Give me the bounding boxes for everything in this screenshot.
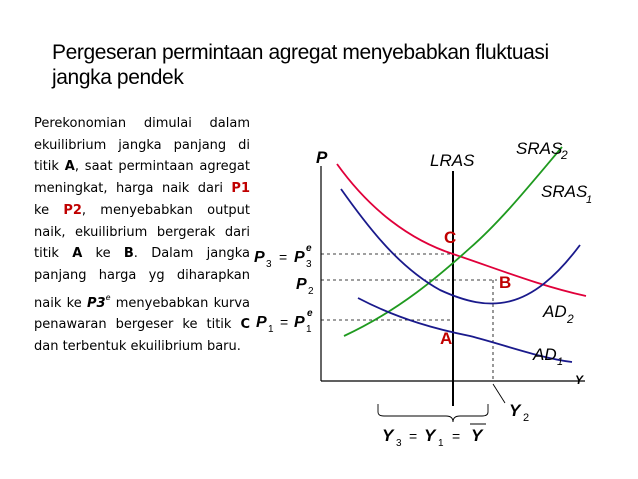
p-symbol: P — [254, 249, 265, 266]
point-c-ref: C — [240, 317, 250, 333]
p1-ref: P1 — [231, 181, 250, 197]
y-symbol: Y — [424, 426, 436, 445]
sub-2: 2 — [523, 412, 530, 424]
sub-1: 1 — [306, 324, 312, 335]
text-span: , saat permintaan agregat meningkat, harga naik dari — [34, 159, 250, 197]
ad2-curve — [341, 189, 580, 304]
sras1-subscript: 1 — [586, 194, 593, 206]
p2-ref: P2 — [63, 202, 82, 218]
sup-e: e — [307, 308, 313, 319]
y2-label — [509, 401, 529, 424]
text-span: . Dalam jangka panjang harga yg diharapkan naik ke — [34, 246, 251, 311]
text-span: dan terbentuk ekuilibrium baru. — [34, 339, 241, 355]
sup-e: e — [306, 243, 312, 254]
equals-sign: = — [279, 249, 288, 265]
sub-3: 3 — [396, 438, 402, 449]
equals-sign: = — [452, 428, 461, 444]
y-symbol: Y — [382, 426, 394, 445]
lras-label: LRAS — [430, 151, 475, 170]
equals-sign: = — [409, 428, 418, 444]
p-symbol: P — [294, 249, 305, 266]
p1-equation — [256, 308, 313, 335]
ad1-label: AD — [533, 345, 557, 364]
sub-2: 2 — [308, 286, 314, 297]
y-equation — [382, 424, 486, 449]
p2-label — [296, 276, 314, 297]
sub-1: 1 — [268, 324, 274, 335]
sub-3: 3 — [266, 259, 272, 270]
sub-1: 1 — [438, 438, 444, 449]
ad1-subscript: 1 — [557, 356, 564, 368]
y-axis-label: Y — [575, 373, 584, 387]
ad2-label: AD — [543, 302, 567, 321]
sras2-label: SRAS — [516, 139, 563, 158]
point-c-label: C — [444, 228, 457, 247]
p-symbol: P — [294, 314, 305, 331]
title-line-1: Pergeseran permintaan agregat menyebabkan fluktuasi — [52, 41, 549, 64]
text-span: ke — [82, 246, 124, 262]
ad2-subscript: 2 — [567, 312, 574, 326]
text-span: , menyebabkan output naik, ekuilibrium bergerak dari titik — [34, 202, 250, 262]
p3-ref: P3 — [86, 295, 106, 311]
point-a-label: A — [440, 329, 453, 348]
y-symbol: Y — [509, 401, 521, 420]
point-a-ref: A — [64, 159, 75, 175]
equals-sign: = — [280, 314, 289, 330]
text-span: menyebabkan kurva penawaran bergeser ke titik — [34, 295, 250, 333]
sras2-subscript: 2 — [561, 148, 568, 162]
expected-superscript: e — [105, 292, 111, 302]
p3-equation — [254, 243, 312, 270]
point-b-ref: B — [123, 246, 134, 262]
point-a-ref: A — [72, 246, 83, 262]
y2-callout-line — [493, 384, 505, 403]
p-symbol: P — [296, 276, 307, 293]
point-b-label: B — [499, 273, 512, 292]
sub-3: 3 — [306, 259, 312, 270]
sras1-label: SRAS — [541, 182, 588, 201]
y-bar-symbol: Y — [471, 426, 483, 445]
title-line-2: jangka pendek — [52, 66, 184, 89]
p-axis-label: P — [316, 148, 328, 167]
p-symbol: P — [256, 314, 267, 331]
text-span: ke — [34, 202, 64, 218]
text-span: Perekonomian dimulai dalam ekuilibrium jangka panjang di titik — [34, 116, 250, 175]
brace — [378, 404, 488, 422]
